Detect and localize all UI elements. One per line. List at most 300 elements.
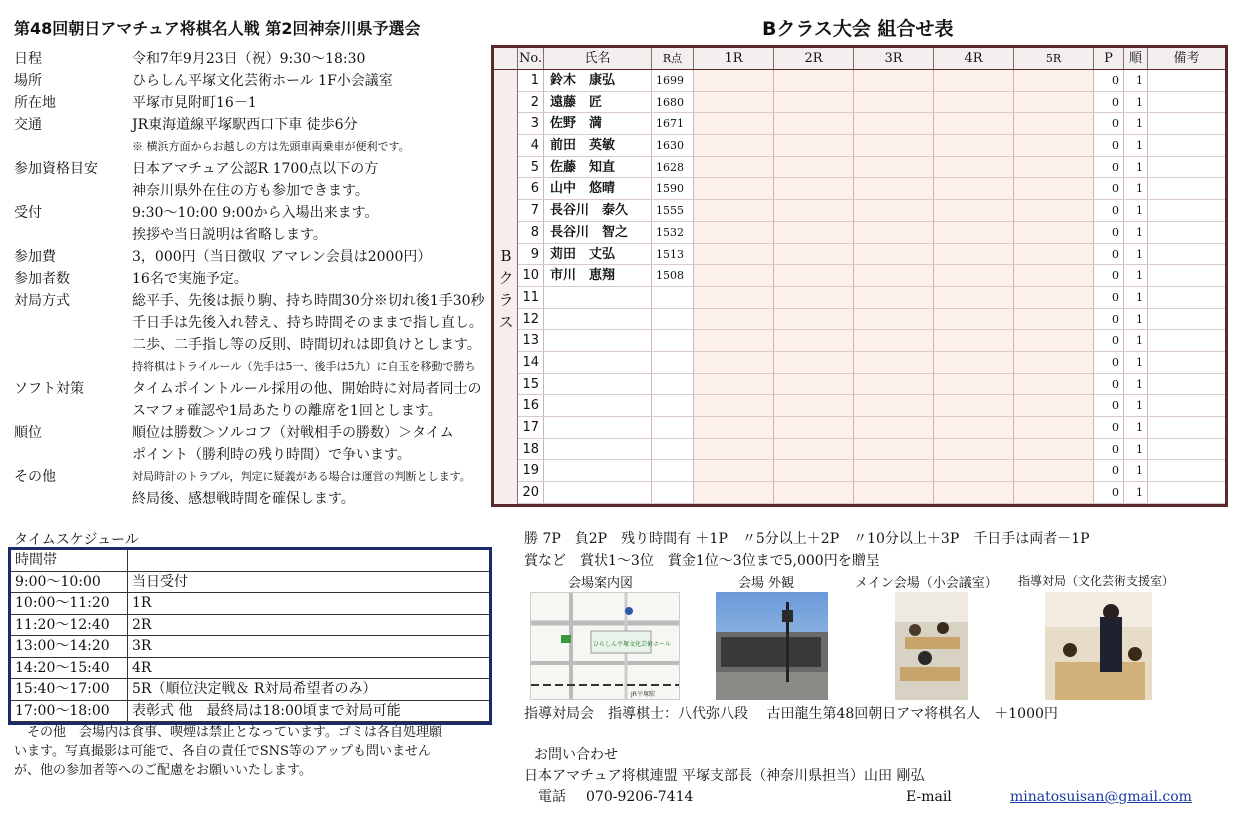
player-rank: 1: [1124, 157, 1148, 178]
round-5-cell: [1014, 330, 1094, 351]
info-label: 場所: [14, 73, 42, 89]
player-name: [544, 395, 652, 416]
round-2-cell: [774, 395, 854, 416]
venue-note: [14, 723, 492, 780]
map-station-label: JR平塚駅: [631, 691, 655, 698]
header-blank: [494, 48, 518, 69]
round-2-cell: [774, 352, 854, 373]
player-points: 0: [1094, 460, 1124, 481]
player-name: [544, 374, 652, 395]
round-1-cell: [694, 222, 774, 243]
schedule-row: [11, 593, 489, 615]
remarks-cell: [1148, 395, 1225, 416]
note-line: が、他の参加者等へのご配慮をお願いいたします。: [14, 763, 312, 778]
class-label: [494, 245, 518, 333]
round-5-cell: [1014, 200, 1094, 221]
header-points: P: [1094, 48, 1124, 69]
remarks-cell: [1148, 352, 1225, 373]
round-1-cell: [694, 374, 774, 395]
player-number: 5: [518, 157, 544, 178]
event-info: [14, 48, 490, 510]
round-1-cell: [694, 92, 774, 113]
header-rank: 順: [1124, 48, 1148, 69]
remarks-cell: [1148, 113, 1225, 134]
round-1-cell: [694, 200, 774, 221]
player-rating: [652, 330, 694, 351]
remarks-cell: [1148, 222, 1225, 243]
info-values: [132, 268, 490, 290]
player-points: 0: [1094, 200, 1124, 221]
schedule-row: [11, 572, 489, 594]
player-number: 12: [518, 309, 544, 330]
round-3-cell: [854, 200, 934, 221]
remarks-cell: [1148, 374, 1225, 395]
table-row: [518, 113, 1225, 135]
player-rating: 1555: [652, 200, 694, 221]
info-label: 日程: [14, 51, 42, 67]
table-row: [518, 135, 1225, 157]
player-points: 0: [1094, 439, 1124, 460]
player-name: [544, 417, 652, 438]
player-points: 0: [1094, 113, 1124, 134]
player-rank: 1: [1124, 309, 1148, 330]
info-value: 3，000円（当日徴収 アマレン会員は2000円）: [132, 249, 432, 265]
round-1-cell: [694, 135, 774, 156]
player-points: 0: [1094, 309, 1124, 330]
table-row: [518, 265, 1225, 287]
player-number: 16: [518, 395, 544, 416]
main-hall-photo: [895, 592, 968, 700]
info-values: [132, 466, 490, 510]
note-line: その他 会場内は食事、喫煙は禁止となっています。ゴミは各自処理願: [14, 725, 442, 740]
round-3-cell: [854, 157, 934, 178]
info-values: [132, 92, 490, 114]
info-values: [132, 158, 490, 202]
player-number: 7: [518, 200, 544, 221]
round-2-cell: [774, 178, 854, 199]
info-value: 二歩、二手指し等の反則、時間切れは即負けとします。: [132, 337, 481, 353]
email-link[interactable]: minatosuisan@gmail.com: [1010, 789, 1192, 805]
remarks-cell: [1148, 439, 1225, 460]
round-2-cell: [774, 113, 854, 134]
round-3-cell: [854, 135, 934, 156]
player-rank: 1: [1124, 70, 1148, 91]
map-illustration: [531, 593, 680, 700]
schedule-time: 11:20〜12:40: [11, 615, 128, 636]
round-4-cell: [934, 135, 1014, 156]
schedule-table: [8, 547, 492, 725]
schedule-row: [11, 615, 489, 637]
player-rating: 1630: [652, 135, 694, 156]
round-4-cell: [934, 92, 1014, 113]
player-name: [544, 439, 652, 460]
round-4-cell: [934, 395, 1014, 416]
table-row: [518, 460, 1225, 482]
round-3-cell: [854, 222, 934, 243]
player-number: 9: [518, 244, 544, 265]
round-3-cell: [854, 439, 934, 460]
round-3-cell: [854, 287, 934, 308]
round-5-cell: [1014, 265, 1094, 286]
header-round-3: 3R: [854, 48, 934, 69]
player-rating: [652, 482, 694, 503]
round-3-cell: [854, 330, 934, 351]
info-row: [14, 378, 490, 422]
player-rating: 1680: [652, 92, 694, 113]
player-points: 0: [1094, 222, 1124, 243]
contact-line: [524, 787, 1192, 808]
note-line: います。写真撮影は可能で、各自の責任でSNS等のアップも問いません: [14, 744, 431, 759]
round-1-cell: [694, 330, 774, 351]
main-hall-illustration: [895, 592, 968, 700]
info-row: [14, 92, 490, 114]
round-2-cell: [774, 439, 854, 460]
teaching-illustration: [1045, 592, 1152, 700]
round-4-cell: [934, 265, 1014, 286]
round-2-cell: [774, 460, 854, 481]
round-3-cell: [854, 395, 934, 416]
round-3-cell: [854, 460, 934, 481]
scoring-rules: [524, 528, 1090, 572]
round-2-cell: [774, 222, 854, 243]
schedule-row: [11, 636, 489, 658]
player-rank: 1: [1124, 222, 1148, 243]
info-row: [14, 158, 490, 202]
info-row: [14, 48, 490, 70]
player-rank: 1: [1124, 265, 1148, 286]
round-2-cell: [774, 70, 854, 91]
player-rating: 1513: [652, 244, 694, 265]
info-row: [14, 290, 490, 378]
table-row: [518, 352, 1225, 374]
schedule-time: 14:20〜15:40: [11, 658, 128, 679]
schedule-event: 3R: [132, 638, 152, 654]
player-points: 0: [1094, 417, 1124, 438]
schedule-time: 13:00〜14:20: [11, 636, 128, 657]
schedule-header-row: [11, 550, 489, 572]
player-rating: 1532: [652, 222, 694, 243]
round-2-cell: [774, 287, 854, 308]
remarks-cell: [1148, 200, 1225, 221]
player-name: 山中 悠晴: [544, 178, 652, 199]
round-1-cell: [694, 417, 774, 438]
info-value: タイムポイントルール採用の他、開始時に対局者同士の: [132, 381, 482, 397]
player-points: 0: [1094, 244, 1124, 265]
round-5-cell: [1014, 374, 1094, 395]
pairing-table: [491, 45, 1228, 507]
player-rating: [652, 309, 694, 330]
round-5-cell: [1014, 309, 1094, 330]
player-number: 17: [518, 417, 544, 438]
player-number: 4: [518, 135, 544, 156]
player-points: 0: [1094, 374, 1124, 395]
info-label: 参加資格目安: [14, 161, 98, 177]
info-value: ひらしん平塚文化芸術ホール 1F小会議室: [132, 73, 393, 89]
player-number: 19: [518, 460, 544, 481]
player-name: 佐藤 知直: [544, 157, 652, 178]
teaching-game-photo: [1045, 592, 1152, 700]
player-name: 鈴木 康弘: [544, 70, 652, 91]
round-1-cell: [694, 244, 774, 265]
player-rating: 1671: [652, 113, 694, 134]
round-5-cell: [1014, 395, 1094, 416]
round-4-cell: [934, 374, 1014, 395]
round-2-cell: [774, 417, 854, 438]
remarks-cell: [1148, 70, 1225, 91]
info-value: 総平手、先後は振り駒、持ち時間30分※切れ後1手30秒: [132, 293, 485, 309]
player-number: 2: [518, 92, 544, 113]
round-2-cell: [774, 374, 854, 395]
player-rating: [652, 395, 694, 416]
round-3-cell: [854, 178, 934, 199]
contact-info: [524, 745, 1192, 808]
player-points: 0: [1094, 178, 1124, 199]
info-values: [132, 70, 490, 92]
remarks-cell: [1148, 135, 1225, 156]
schedule-time: 9:00〜10:00: [11, 572, 128, 593]
exterior-illustration: [716, 592, 828, 700]
player-rank: 1: [1124, 244, 1148, 265]
info-value: ポイント（勝利時の残り時間）で争います。: [132, 447, 411, 463]
round-3-cell: [854, 482, 934, 503]
round-2-cell: [774, 330, 854, 351]
info-values: [132, 114, 490, 158]
schedule-header-blank: [128, 550, 489, 571]
info-label: 受付: [14, 205, 42, 221]
info-value: 持将棋はトライルール（先手は5一、後手は5九）に自玉を移動で勝ち: [132, 360, 476, 373]
round-5-cell: [1014, 222, 1094, 243]
info-row: [14, 114, 490, 158]
player-number: 13: [518, 330, 544, 351]
round-4-cell: [934, 460, 1014, 481]
round-3-cell: [854, 92, 934, 113]
player-points: 0: [1094, 287, 1124, 308]
round-3-cell: [854, 265, 934, 286]
player-name: 苅田 丈弘: [544, 244, 652, 265]
page-title: 第48回朝日アマチュア将棋名人戦 第2回神奈川県予選会: [14, 19, 421, 38]
round-5-cell: [1014, 439, 1094, 460]
round-1-cell: [694, 439, 774, 460]
player-points: 0: [1094, 92, 1124, 113]
player-rank: 1: [1124, 460, 1148, 481]
table-row: [518, 395, 1225, 417]
class-label-char: ラ: [498, 291, 514, 309]
header-rating: R点: [652, 48, 694, 69]
round-5-cell: [1014, 244, 1094, 265]
player-name: 遠藤 匠: [544, 92, 652, 113]
player-name: 長谷川 智之: [544, 222, 652, 243]
player-rating: [652, 417, 694, 438]
round-4-cell: [934, 287, 1014, 308]
header-no: No.: [518, 48, 544, 69]
caption-exterior: 会場 外観: [738, 576, 795, 591]
info-values: [132, 378, 490, 422]
round-5-cell: [1014, 460, 1094, 481]
table-row: [518, 222, 1225, 244]
remarks-cell: [1148, 178, 1225, 199]
header-name: 氏名: [544, 48, 652, 69]
remarks-cell: [1148, 92, 1225, 113]
round-3-cell: [854, 113, 934, 134]
player-name: 市川 恵翔: [544, 265, 652, 286]
round-4-cell: [934, 352, 1014, 373]
round-1-cell: [694, 287, 774, 308]
header-round-4: 4R: [934, 48, 1014, 69]
class-label-char: ク: [498, 269, 514, 287]
table-row: [518, 482, 1225, 504]
header-remarks: 備考: [1173, 51, 1200, 66]
remarks-cell: [1148, 417, 1225, 438]
remarks-cell: [1148, 244, 1225, 265]
player-number: 15: [518, 374, 544, 395]
remarks-cell: [1148, 330, 1225, 351]
player-points: 0: [1094, 70, 1124, 91]
round-2-cell: [774, 92, 854, 113]
prize-rule: 賞など 賞状1〜3位 賞金1位〜3位まで5,000円を贈呈: [524, 553, 880, 569]
info-row: [14, 70, 490, 92]
info-label: その他: [14, 469, 56, 485]
table-row: [518, 157, 1225, 179]
table-row: [518, 200, 1225, 222]
round-4-cell: [934, 417, 1014, 438]
schedule-event: 4R: [132, 659, 152, 676]
schedule-event: 2R: [132, 616, 152, 633]
table-row: [518, 330, 1225, 352]
player-points: 0: [1094, 157, 1124, 178]
class-label-char: ス: [498, 313, 514, 331]
player-name: 前田 英敏: [544, 135, 652, 156]
class-label-column: [494, 70, 518, 504]
table-row: [518, 374, 1225, 396]
contact-org: 日本アマチュア将棋連盟 平塚支部長（神奈川県担当）山田 剛弘: [524, 768, 925, 784]
round-1-cell: [694, 482, 774, 503]
round-2-cell: [774, 157, 854, 178]
caption-teaching: 指導対局（文化芸術支援室）: [1018, 574, 1175, 588]
remarks-cell: [1148, 309, 1225, 330]
round-3-cell: [854, 70, 934, 91]
player-rank: 1: [1124, 482, 1148, 503]
player-rank: 1: [1124, 439, 1148, 460]
info-value: 9:30〜10:00 9:00から入場出来ます。: [132, 205, 379, 221]
schedule-event: 当日受付: [132, 573, 188, 590]
header-round-2: 2R: [774, 48, 854, 69]
schedule-row: [11, 679, 489, 701]
player-rating: 1628: [652, 157, 694, 178]
player-number: 8: [518, 222, 544, 243]
email-label: E-mail: [906, 789, 952, 805]
table-row: [518, 287, 1225, 309]
player-rank: 1: [1124, 374, 1148, 395]
round-2-cell: [774, 309, 854, 330]
info-value: JR東海道線平塚駅西口下車 徒歩6分: [132, 117, 358, 133]
info-value: 順位は勝数＞ソルコフ（対戦相手の勝数）＞タイム: [132, 425, 454, 441]
round-1-cell: [694, 309, 774, 330]
info-values: [132, 290, 490, 378]
round-2-cell: [774, 244, 854, 265]
info-label: 交通: [14, 117, 42, 133]
teaching-session-info: 指導対局会 指導棋士：八代弥八段 古田龍生第48回朝日アマ将棋名人 ＋1000円: [524, 706, 1058, 722]
player-rank: 1: [1124, 178, 1148, 199]
info-value: スマフォ確認や1局あたりの離席を1回とします。: [132, 403, 442, 419]
info-label: 参加者数: [14, 271, 70, 287]
round-1-cell: [694, 70, 774, 91]
round-4-cell: [934, 439, 1014, 460]
info-values: [132, 246, 490, 268]
round-3-cell: [854, 374, 934, 395]
schedule-row: [11, 658, 489, 680]
player-rating: 1590: [652, 178, 694, 199]
player-rank: 1: [1124, 200, 1148, 221]
round-5-cell: [1014, 157, 1094, 178]
player-name: 佐野 満: [544, 113, 652, 134]
tel-label: 電話: [538, 789, 566, 805]
table-row: [518, 417, 1225, 439]
player-rank: 1: [1124, 287, 1148, 308]
remarks-cell: [1148, 460, 1225, 481]
player-number: 1: [518, 70, 544, 91]
table-row: [518, 439, 1225, 461]
round-4-cell: [934, 309, 1014, 330]
player-number: 3: [518, 113, 544, 134]
table-row: [518, 309, 1225, 331]
info-row: [14, 422, 490, 466]
round-4-cell: [934, 70, 1014, 91]
schedule-event: 表彰式 他 最終局は18:00頃まで対局可能: [132, 702, 401, 719]
round-2-cell: [774, 200, 854, 221]
player-rank: 1: [1124, 417, 1148, 438]
schedule-time: 15:40〜17:00: [11, 679, 128, 700]
round-4-cell: [934, 178, 1014, 199]
round-1-cell: [694, 460, 774, 481]
info-values: [132, 202, 490, 246]
round-5-cell: [1014, 135, 1094, 156]
remarks-cell: [1148, 157, 1225, 178]
venue-map-image: [530, 592, 680, 700]
round-1-cell: [694, 395, 774, 416]
round-1-cell: [694, 352, 774, 373]
info-row: [14, 202, 490, 246]
round-4-cell: [934, 200, 1014, 221]
table-row: [518, 244, 1225, 266]
info-values: [132, 422, 490, 466]
player-number: 20: [518, 482, 544, 503]
schedule-event: 1R: [132, 595, 152, 611]
round-1-cell: [694, 157, 774, 178]
round-5-cell: [1014, 92, 1094, 113]
player-number: 10: [518, 265, 544, 286]
info-row: [14, 246, 490, 268]
schedule-time: 10:00〜11:20: [11, 593, 128, 614]
schedule-title: タイムスケジュール: [14, 532, 139, 548]
round-4-cell: [934, 157, 1014, 178]
points-rule: 勝 7P 負2P 残り時間有 ＋1P 〃5分以上＋2P 〃10分以上＋3P 千日手は両者－1P: [524, 531, 1090, 547]
round-1-cell: [694, 178, 774, 199]
round-5-cell: [1014, 482, 1094, 503]
round-4-cell: [934, 244, 1014, 265]
player-rating: 1508: [652, 265, 694, 286]
table-row: [518, 92, 1225, 114]
info-label: 順位: [14, 425, 42, 441]
round-5-cell: [1014, 70, 1094, 91]
round-5-cell: [1014, 178, 1094, 199]
info-value: 神奈川県外在住の方も参加できます。: [132, 183, 369, 199]
round-2-cell: [774, 135, 854, 156]
info-value: 終局後、感想戦時間を確保します。: [132, 491, 355, 507]
player-name: [544, 287, 652, 308]
contact-title: お問い合わせ: [534, 747, 618, 763]
player-rating: [652, 374, 694, 395]
schedule-header: 時間帯: [11, 550, 128, 571]
